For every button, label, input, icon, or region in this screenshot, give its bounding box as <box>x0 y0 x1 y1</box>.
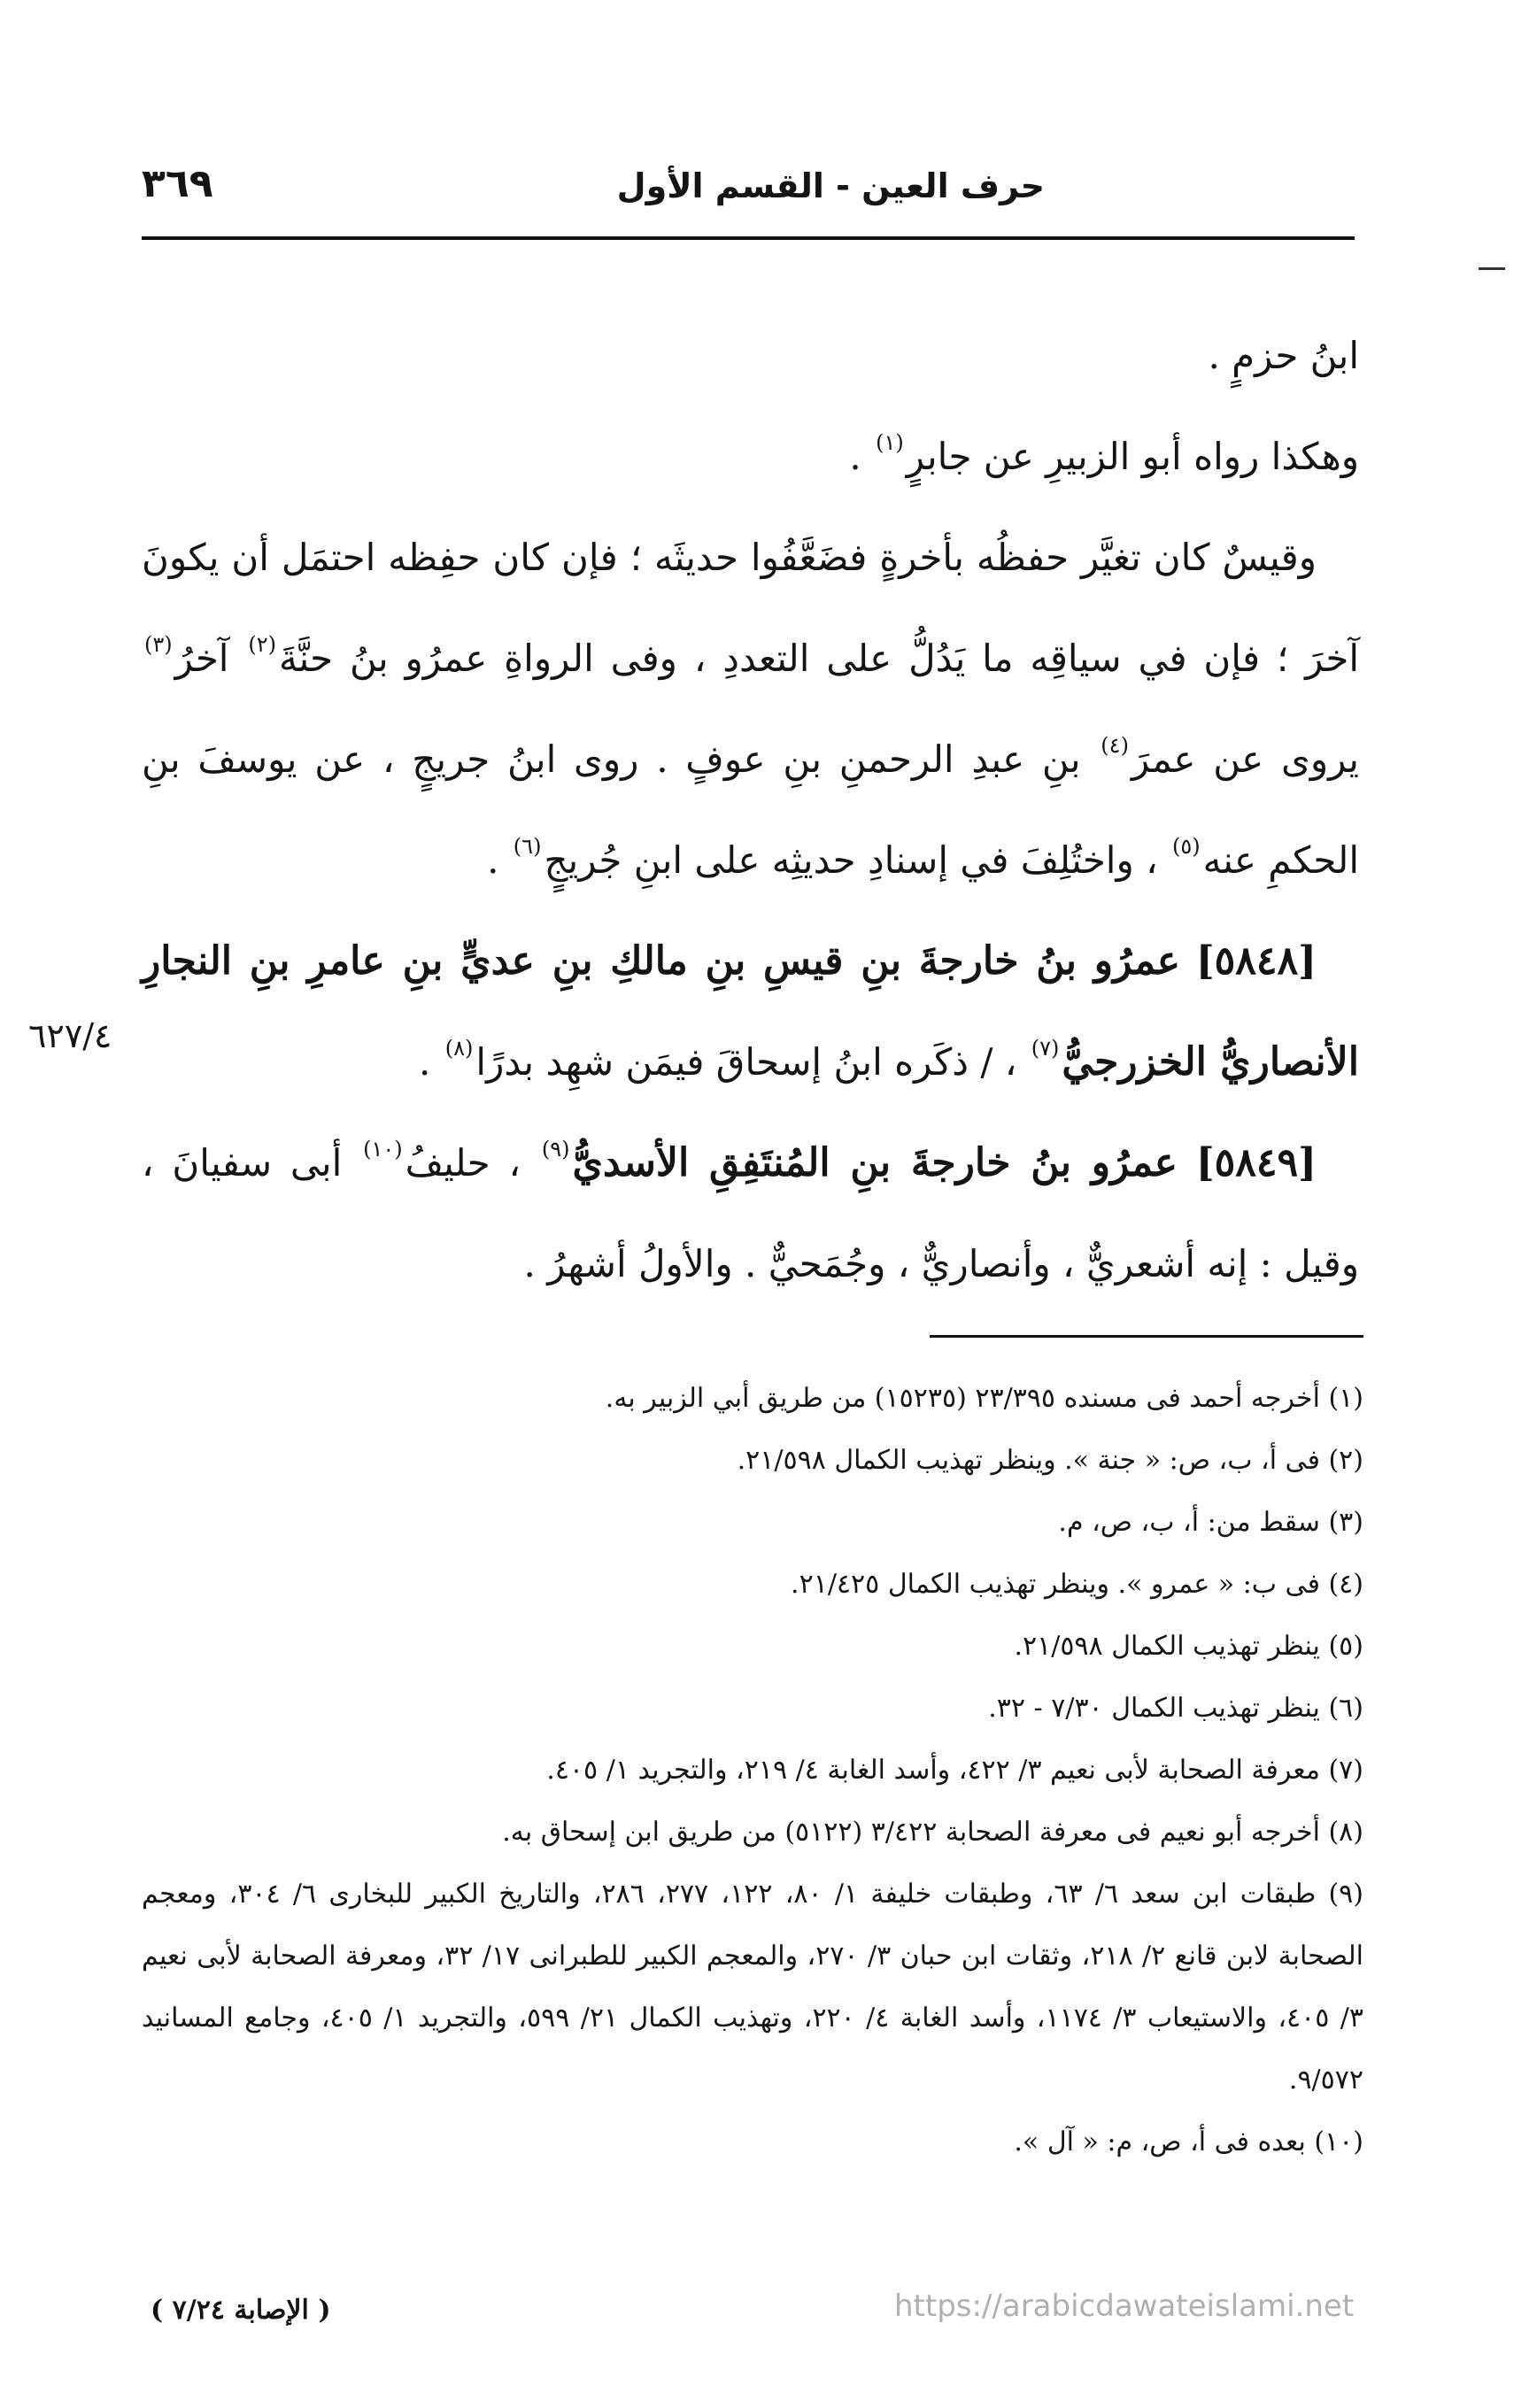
footnote: (١٠) بعده فى أ، ص، م: « آل ». <box>1014 2126 1363 2157</box>
running-header <box>142 161 1355 228</box>
text-fragment: آخرُ <box>174 637 229 680</box>
text-fragment: وقيسٌ كان تغيَّر حفظُه بأخرةٍ فضَعَّفُوا حديثَه ؛ فإن كان حفِظه احتمَل أن يكونَ آخرَ ؛ فإن في سياقِه ما يَدُلُّ على التعددِ ، وفى الرواةِ عمرُو بنُ حنَّةَ <box>142 536 1359 680</box>
footnote-marker[interactable]: (٦) <box>513 834 542 859</box>
entry-name: عمرُو بنُ خارجةَ بنِ المُنتَفِقِ الأسديُّ <box>572 1140 1178 1185</box>
footnote-marker[interactable]: (٩) <box>541 1137 570 1162</box>
text-fragment: . <box>419 1040 431 1084</box>
text-fragment: أبى سفيانَ ، وقيل : إنه أشعريٌّ ، وأنصاريٌّ ، وجُمَحيٌّ . والأولُ أشهرُ . <box>142 1141 1359 1285</box>
footnote-marker[interactable]: (٨) <box>444 1036 474 1061</box>
text-fragment: . <box>487 838 499 882</box>
footer-reference: ( الإصابة ٧/٢٤ ) <box>151 2295 331 2326</box>
paragraph <box>142 406 1359 507</box>
biography-entry <box>142 1113 1359 1315</box>
footnote-marker[interactable]: (١٠) <box>363 1137 403 1162</box>
footnote-marker[interactable]: (٢) <box>248 632 276 657</box>
footnote-marker[interactable]: (٤) <box>1101 733 1129 758</box>
footnote-marker[interactable]: (١) <box>876 430 904 455</box>
footnotes <box>142 1368 1363 2173</box>
watermark-url: https://arabicdawateislami.net <box>894 2288 1355 2324</box>
text-fragment: ، حليفُ <box>405 1141 521 1185</box>
entry-name: عمرُو بنُ خارجةَ بنِ قيسِ بنِ مالكِ بنِ عديٍّ بنِ عامرِ بنِ النجارِ الأنصاريُّ الخزرجيُّ <box>142 938 1359 1084</box>
footnote: (٨) أخرجه أبو نعيم فى معرفة الصحابة ٣/٤٢٢ (٥١٢٢) من طريق ابن إسحاق به. <box>502 1817 1363 1848</box>
footnote: (٥) ينظر تهذيب الكمال ٢١/٥٩٨. <box>1014 1631 1363 1662</box>
footnote: (٦) ينظر تهذيب الكمال ٧/٣٠ - ٣٢. <box>988 1693 1363 1724</box>
entry-number: [٥٨٤٨] <box>1195 938 1317 984</box>
text-fragment: ، / ذكَره ابنُ إسحاقَ فيمَن شهِد بدرًا <box>475 1040 1017 1084</box>
text-fragment: بنِ عبدِ الرحمنِ بنِ عوفٍ . روى ابنُ جريجٍ ، عن يوسفَ بنِ الحكمِ عنه <box>142 737 1359 882</box>
text-fragment: ابنُ حزمٍ . <box>1208 334 1359 377</box>
main-text <box>142 305 1359 1315</box>
header-title: حرف العين - القسم الأول <box>616 166 1045 205</box>
paragraph <box>142 507 1359 911</box>
text-fragment: وهكذا رواه أبو الزبيرِ عن جابرٍ <box>906 435 1359 478</box>
footnote: (٧) معرفة الصحابة لأبى نعيم ٣/ ٤٢٢، وأسد الغابة ٤/ ٢١٩، والتجريد ١/ ٤٠٥. <box>546 1755 1363 1786</box>
biography-entry <box>142 911 1359 1113</box>
header-rule <box>142 236 1355 240</box>
page-number: ٣٦٩ <box>142 161 213 206</box>
footnote-marker[interactable]: (٧) <box>1031 1036 1060 1061</box>
footnote-marker[interactable]: (٣) <box>144 632 173 657</box>
text-fragment: يروى عن عمرَ <box>1131 737 1359 781</box>
footnote-separator <box>930 1335 1363 1338</box>
margin-volume-reference: ٦٢٧/٤ <box>28 1016 112 1055</box>
text-fragment: ، واختُلِفَ في إسنادِ حديثِه على ابنِ جُريجٍ <box>544 838 1158 882</box>
footnote-marker[interactable]: (٥) <box>1172 834 1201 859</box>
text-line <box>142 305 1359 406</box>
footnote: (٣) سقط من: أ، ب، ص، م. <box>1058 1507 1363 1538</box>
footnote: (٢) فى أ، ب، ص: « جنة ». وينظر تهذيب الكمال ٢١/٥٩٨. <box>737 1445 1363 1476</box>
margin-mark <box>1479 267 1505 270</box>
text-fragment: . <box>849 435 861 478</box>
footnote: (٤) فى ب: « عمرو ». وينظر تهذيب الكمال ٢١/٤٢٥. <box>791 1569 1363 1600</box>
footnote: (٩) طبقات ابن سعد ٦/ ٦٣، وطبقات خليفة ١/ ٨٠، ١٢٢، ٢٧٧، ٢٨٦، والتاريخ الكبير للبخارى ٦/ ٣٠٤، ومعجم الصحابة لابن قانع ٢/ ٢١٨، وثقات ابن حبان ٣/ ٢٧٠، والمعجم الكبير للطبرانى ١٧/ ٣٢، ومعرفة الصحابة لأبى نعيم ٣/ ٤٠٥، والاستيعاب ٣/ ١١٧٤، وأسد الغابة ٤/ ٢٢٠، وتهذيب الكمال ٢١/ ٥٩٩، والتجريد ١/ ٤٠٥، وجامع المسانيد ٩/٥٧٢. <box>142 1879 1363 2095</box>
footnote: (١) أخرجه أحمد فى مسنده ٢٣/٣٩٥ (١٥٢٣٥) من طريق أبي الزبير به. <box>605 1383 1363 1414</box>
entry-number: [٥٨٤٩] <box>1195 1140 1317 1185</box>
